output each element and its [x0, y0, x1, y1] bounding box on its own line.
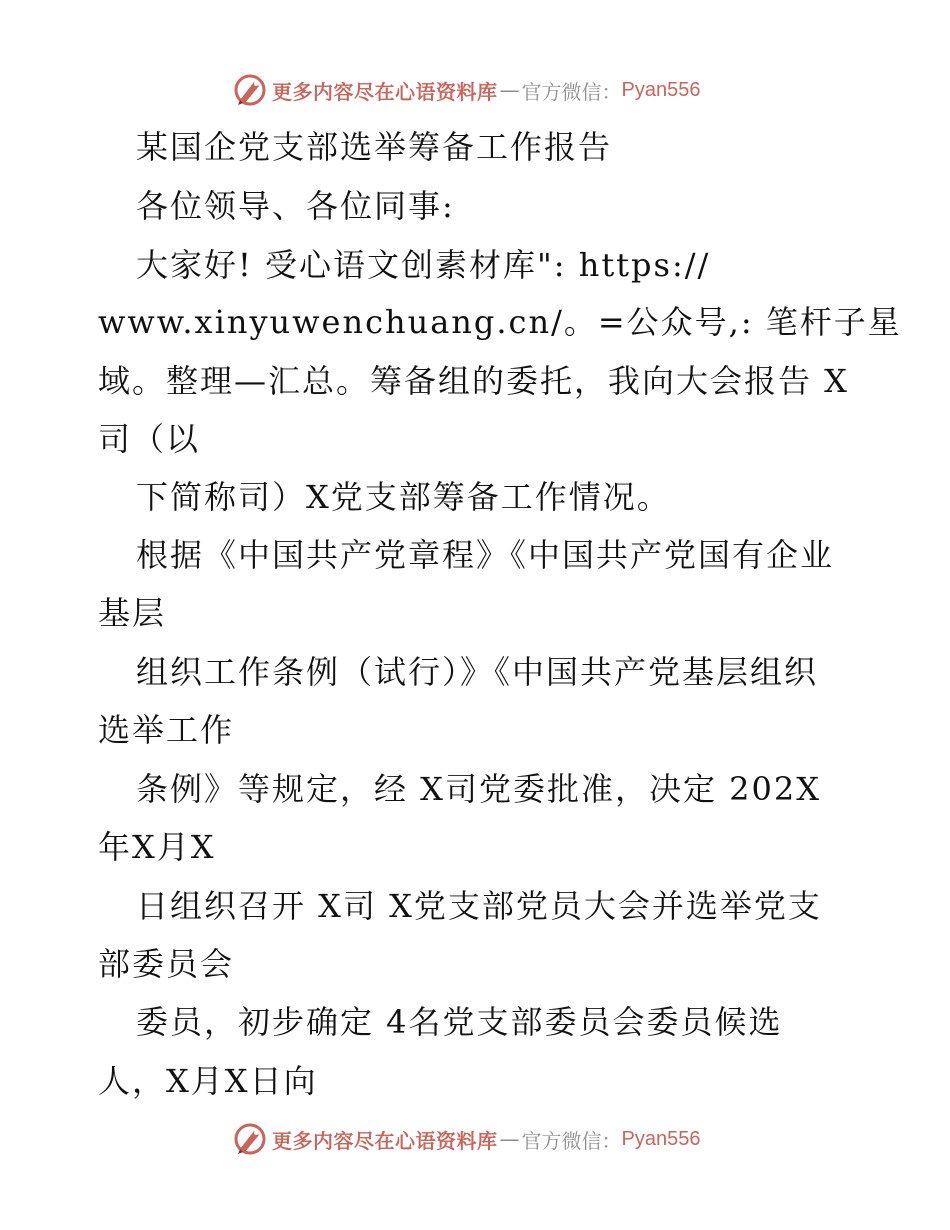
watermark-label: 官方微信： [521, 1128, 622, 1153]
text-line: 基层 [98, 594, 167, 632]
watermark-text: 更多内容尽在心语资料库 [272, 79, 498, 104]
watermark-header [232, 72, 700, 108]
watermark-separator: — [499, 1127, 520, 1151]
text-line: 委员，初步确定 4名党支部委员会委员候选 [136, 1003, 783, 1041]
text-line: 条例》等规定，经 X司党委批准，决定 202X [136, 770, 821, 808]
text-line: 人，X月X日向 [98, 1062, 318, 1100]
text-line: 下简称司）X党支部筹备工作情况。 [136, 478, 671, 516]
watermark-text: 更多内容尽在心语资料库 [272, 1128, 498, 1153]
text-line: 选举工作 [98, 711, 235, 749]
text-line: 日组织召开 X司 X党支部党员大会并选举党支 [136, 887, 822, 925]
text-line: www.xinyuwenchuang.cn/。=公众号,: 笔杆子星 [98, 303, 902, 341]
pen-logo-icon [232, 1121, 268, 1157]
text-line: 大家好! 受心语文创素材库": https:// [136, 246, 711, 284]
watermark-wechat-id: Pyan556 [621, 78, 701, 101]
document-title: 某国企党支部选举筹备工作报告 [136, 128, 613, 166]
pen-logo-icon [232, 72, 268, 108]
watermark-wechat-id: Pyan556 [621, 1127, 701, 1150]
text-line: 年X月X [98, 828, 216, 866]
text-line: 组织工作条例（试行）》《中国共产党基层组织 [136, 653, 819, 691]
text-line: 域。整理—汇总。筹备组的委托，我向大会报告 X [98, 362, 849, 400]
text-line: 根据《中国共产党章程》《中国共产党国有企业 [136, 536, 835, 574]
text-line: 部委员会 [98, 945, 235, 983]
text-line: 司（以 [98, 420, 201, 458]
watermark-footer [232, 1121, 700, 1157]
watermark-label: 官方微信： [521, 79, 622, 104]
watermark-separator: — [499, 78, 520, 102]
text-line: 各位领导、各位同事: [136, 187, 455, 225]
